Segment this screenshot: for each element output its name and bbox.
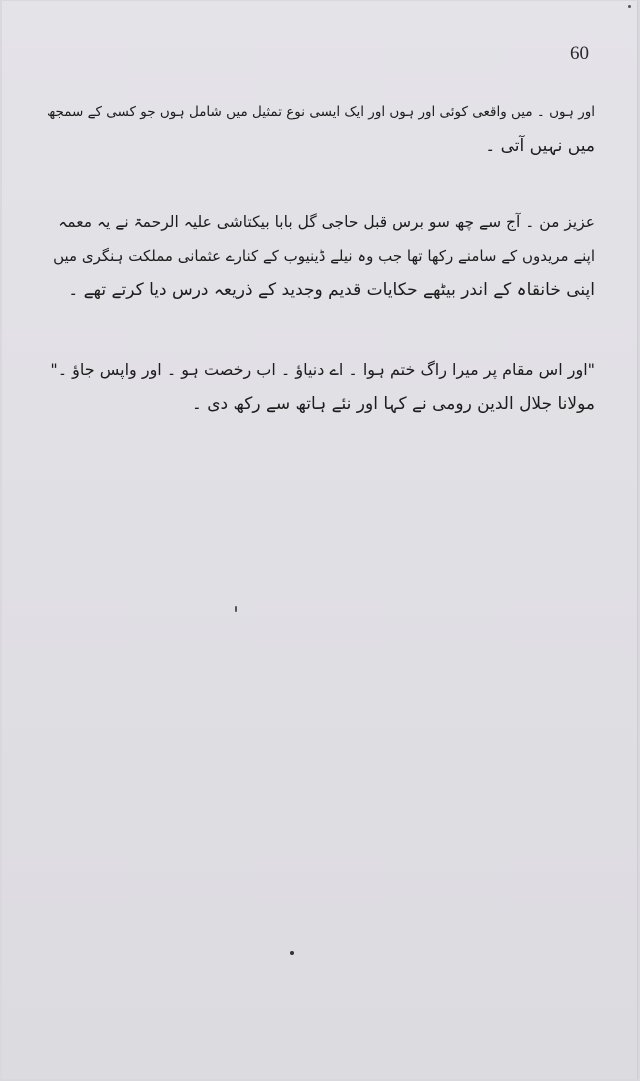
scan-speck (235, 606, 237, 612)
paragraph-line: مولانا جلال الدین رومی نے کہا اور نئے ہاتھ سے رکھ دی ۔ (191, 394, 595, 414)
paragraph-line: اور ہوں ۔ میں واقعی کوئی اور ہوں اور ایک ایسی نوع تمثیل میں شامل ہوں جو کسی کے سمجھ (46, 104, 595, 120)
scan-speck (290, 951, 294, 955)
paragraph-line: عزیز من ۔ آج سے چھ سو برس قبل حاجی گل بابا بیکتاشی علیہ الرحمۃ نے یہ معمہ (58, 213, 595, 231)
paragraph-1 (42, 95, 595, 163)
paragraph-2 (42, 205, 595, 307)
page-number: 60 (570, 43, 589, 64)
scan-speck (628, 5, 631, 8)
book-page (2, 1, 638, 1079)
paragraph-line: میں نہیں آتی ۔ (485, 136, 595, 156)
paragraph-line: "اور اس مقام پر میرا راگ ختم ہوا ۔ اے دنیاؤ ۔ اب رخصت ہو ۔ اور واپس جاؤ ۔" (50, 360, 595, 379)
paragraph-line: اپنے مریدوں کے سامنے رکھا تھا جب وہ نیلے ڈینیوب کے کنارے عثمانی مملکت ہنگری میں (53, 247, 595, 265)
paragraph-3 (42, 353, 595, 421)
paragraph-line: اپنی خانقاہ کے اندر بیٹھے حکایات قدیم وجدید کے ذریعہ درس دیا کرتے تھے ۔ (68, 280, 595, 300)
